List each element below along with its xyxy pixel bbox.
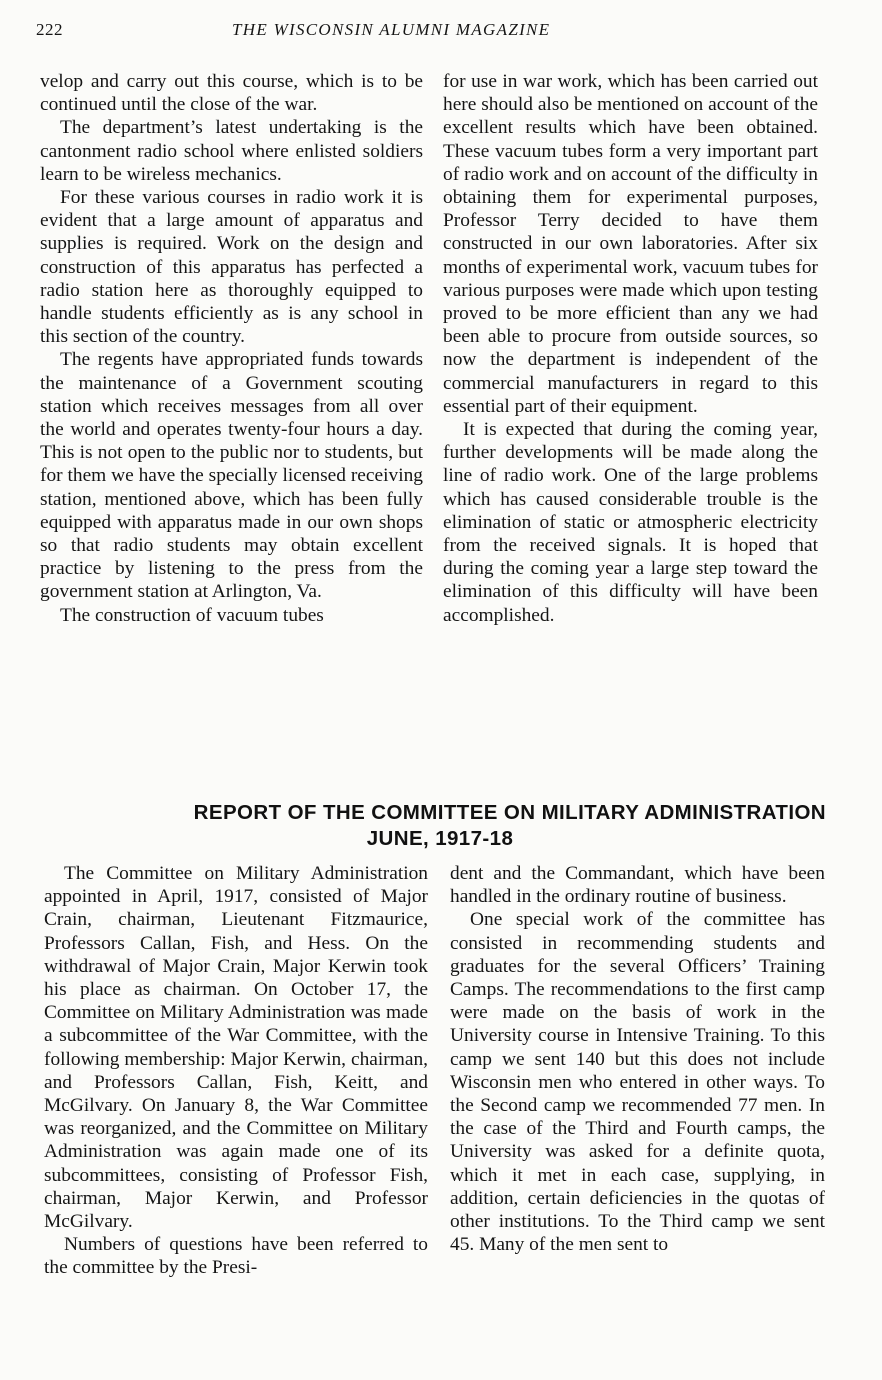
upper-right-column [443,70,818,627]
paragraph: One special work of the committee has consisted in recommending students and graduates for the several Officers’ Training Camps. The recommendations to the first camp were made on the basis of work in the University course in Intensive Training. To this camp we sent 140 but this does not include Wisconsin men who entered in other ways. To the Second camp we recommended 77 men. In the case of the Third and Fourth camps, the University was asked for a definite quota, which it met in each case, supplying, in addition, certain deficiencies in the quotas of other institutions. To the Third camp we sent 45. Many of the men sent to [450,909,825,1256]
paragraph: velop and carry out this course, which is to be continued until the close of the war. [40,71,423,116]
paragraph: The department’s latest undertaking is the cantonment radio school where enlisted soldiers learn to be wireless mechanics. [40,117,423,185]
lower-right-column [450,862,825,1256]
paragraph: It is expected that during the coming year, further developments will be made along the line of radio work. One of the large problems which has caused considerable trouble is the elimination of static or atmospheric electricity from the received signals. It is hoped that during the coming year a large step toward the elimination of this difficulty will have been accomplished. [443,419,818,626]
section-heading-line-1: REPORT OF THE COMMITTEE ON MILITARY ADMINISTRATION [193,801,826,824]
lower-left-column [44,862,428,1280]
upper-left-column [40,70,423,627]
page-number: 222 [36,20,63,39]
paragraph: dent and the Commandant, which have been handled in the ordinary routine of business. [450,863,825,908]
running-head [36,20,836,44]
paragraph: The Committee on Military Administration appointed in April, 1917, consisted of Major Crain, chairman, Lieutenant Fitzmaurice, Professors Callan, Fish, and Hess. On the withdrawal of Major Crain, Major Kerwin took his place as chairman. On October 17, the Committee on Military Administration was made a subcommittee of the War Committee, with the following membership: Major Kerwin, chairman, and Professors Callan, Fish, Keitt, and McGilvary. On January 8, the War Committee was reorganized, and the Committee on Military Administration was again made one of its subcommittees, consisting of Professor Fish, chairman, Major Kerwin, and Professor McGilvary. [44,863,428,1233]
section-heading-line-2: JUNE, 1917-18 [366,827,514,850]
paragraph: The regents have appropriated funds towards the maintenance of a Government scouting station which receives messages from all over the world and operates twenty-four hours a day. This is not open to the public nor to students, but for them we have the specially licensed receiving station, mentioned above, which has been fully equipped with apparatus made in our own shops so that radio students may obtain excellent practice by listening to the press from the government station at Arlington, Va. [40,349,423,603]
paragraph: The construction of vacuum tubes [60,604,324,626]
paragraph: for use in war work, which has been carried out here should also be mentioned on account of the excellent results which have been obtained. These vacuum tubes form a very important part of radio work and on account of the difficulty in obtaining them for experimental purposes, Professor Terry decided to have them constructed in our own laboratories. After six months of experimental work, vacuum tubes for various purposes were made which upon testing proved to be more efficient than any we had been able to procure from outside sources, so now the department is independent of the commercial manufacturers in regard to this essential part of their equipment. [443,71,818,417]
paragraph: For these various courses in radio work it is evident that a large amount of apparatus and supplies is required. Work on the design and construction of this apparatus has perfected a radio station here as thoroughly equipped to handle students efficiently as is any school in this section of the country. [40,187,423,348]
section-heading [30,800,830,852]
paragraph: Numbers of questions have been referred to the committee by the Presi- [44,1234,428,1279]
magazine-title: THE WISCONSIN ALUMNI MAGAZINE [232,20,551,39]
